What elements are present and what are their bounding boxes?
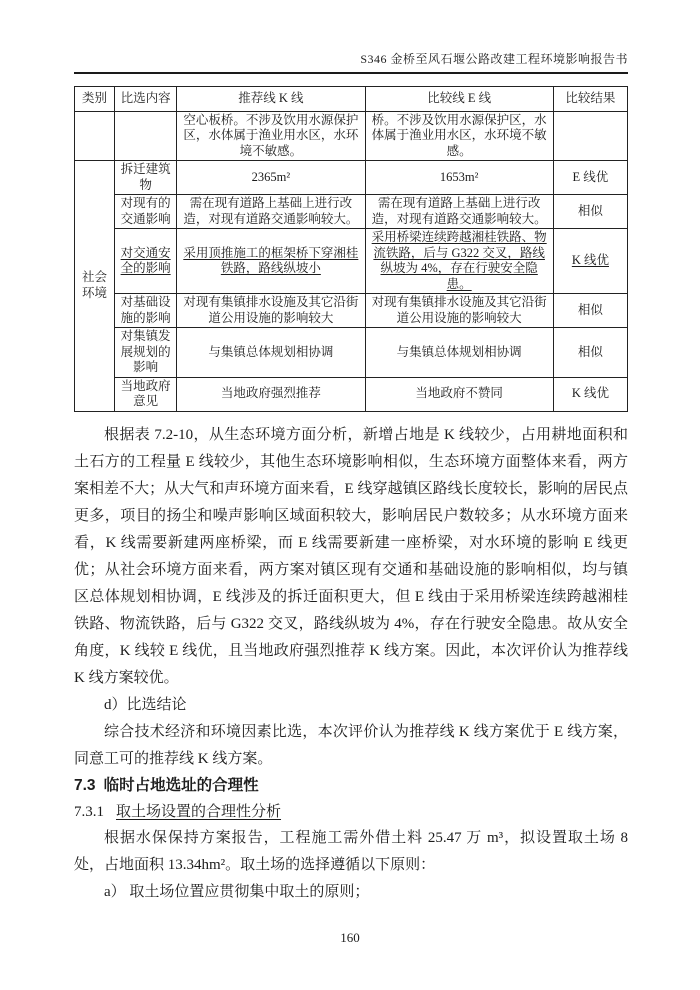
result-cell: E 线优 <box>553 161 627 195</box>
header-e-line: 比较线 E 线 <box>365 87 553 112</box>
section-heading-7-3-1 <box>74 799 628 825</box>
k-line-cell: 对现有集镇排水设施及其它沿街道公用设施的影响较大 <box>177 294 365 328</box>
paragraph-borrow-soil: 根据水保保持方案报告，工程施工需外借土料 25.47 万 m³，拟设置取土场 8 处，占地面积 13.34hm²。取土场的选择遵循以下原则： <box>74 829 628 873</box>
list-item-a: a） 取土场位置应贯彻集中取土的原则； <box>104 883 370 900</box>
k-line-cell: 采用顶推施工的框架桥下穿湘桂铁路，路线纵坡小 <box>177 229 365 294</box>
table-row <box>75 111 628 161</box>
item-cell: 对基础设施的影响 <box>115 294 177 328</box>
result-cell: K 线优 <box>553 229 627 294</box>
table-header-row <box>75 87 628 112</box>
e-line-cell: 当地政府不赞同 <box>365 377 553 411</box>
k-line-cell: 2365m² <box>177 161 365 195</box>
e-line-cell: 采用桥梁连续跨越湘桂铁路、物流铁路，后与 G322 交叉，路线纵坡为 4%，存在行驶安全隐患。 <box>365 229 553 294</box>
result-cell: 相似 <box>553 294 627 328</box>
header-item: 比选内容 <box>115 87 177 112</box>
k-line-cell: 与集镇总体规划相协调 <box>177 328 365 378</box>
item-cell: 当地政府意见 <box>115 377 177 411</box>
page-header-title: S346 金桥至风石堰公路改建工程环境影响报告书 <box>74 50 628 74</box>
table-row <box>75 294 628 328</box>
e-line-cell: 1653m² <box>365 161 553 195</box>
subsection-number: 7.3.1 <box>74 803 104 820</box>
header-result: 比较结果 <box>553 87 627 112</box>
e-line-cell: 对现有集镇排水设施及其它沿街道公用设施的影响较大 <box>365 294 553 328</box>
body-text <box>74 422 628 906</box>
e-line-cell: 与集镇总体规划相协调 <box>365 328 553 378</box>
item-cell: 对现有的交通影响 <box>115 195 177 229</box>
item-cell: 对交通安全的影响 <box>115 229 177 294</box>
table-row <box>75 229 628 294</box>
k-line-cell: 空心板桥。不涉及饮用水源保护区，水体属于渔业用水区，水环境不敏感。 <box>177 111 365 161</box>
section-number: 7.3 <box>74 776 96 794</box>
header-category: 类别 <box>75 87 115 112</box>
result-cell: 相似 <box>553 195 627 229</box>
category-cell: 社会环境 <box>75 161 115 412</box>
item-cell: 拆迁建筑物 <box>115 161 177 195</box>
header-k-line: 推荐线 K 线 <box>177 87 365 112</box>
section-heading-7-3 <box>74 773 628 799</box>
page-content <box>74 86 628 906</box>
list-item-d: d）比选结论 <box>104 696 187 713</box>
page-number: 160 <box>340 930 360 945</box>
paragraph-analysis: 根据表 7.2-10，从生态环境方面分析，新增占地是 K 线较少，占用耕地面积和土石方的工程量 E 线较少，其他生态环境影响相似，生态环境方面整体来看，两方案相差不大；从大气和声环境方面来看，E 线穿越镇区路线长度较长，影响的居民点更多，项目的扬尘和噪声影响区域面积较大，影响居民户数较多；从水环境方面来看，K 线需要新建两座桥梁，而 E 线需要新建一座桥梁，对水环境的影响 E 线更优；从社会环境方面来看，两方案对镇区现有交通和基础设施的影响相似，均与镇区总体规划相协调，E 线涉及的拆迁面积更大，但 E 线由于采用桥梁连续跨越湘桂铁路、物流铁路，后与 G322 交叉，路线纵坡为 4%，存在行驶安全隐患。故从安全角度，K 线较 E 线优，且当地政府强烈推荐 K 线方案。因此，本次评价认为推荐线 K 线方案较优。 <box>74 426 628 686</box>
k-line-cell: 当地政府强烈推荐 <box>177 377 365 411</box>
e-line-cell: 桥。不涉及饮用水源保护区，水体属于渔业用水区，水环境不敏感。 <box>365 111 553 161</box>
e-line-cell: 需在现有道路上基础上进行改造，对现有道路交通影响较大。 <box>365 195 553 229</box>
table-row <box>75 195 628 229</box>
item-cell <box>115 111 177 161</box>
result-cell: 相似 <box>553 328 627 378</box>
result-cell: K 线优 <box>553 377 627 411</box>
category-cell <box>75 111 115 161</box>
item-cell: 对集镇发展规划的影响 <box>115 328 177 378</box>
subsection-title: 取土场设置的合理性分析 <box>116 803 282 820</box>
table-row <box>75 161 628 195</box>
k-line-cell: 需在现有道路上基础上进行改造，对现有道路交通影响较大。 <box>177 195 365 229</box>
table-row <box>75 328 628 378</box>
comparison-table <box>74 86 628 412</box>
table-row <box>75 377 628 411</box>
section-title: 临时占地选址的合理性 <box>103 776 259 794</box>
paragraph-conclusion: 综合技术经济和环境因素比选，本次评价认为推荐线 K 线方案优于 E 线方案，同意工可的推荐线 K 线方案。 <box>74 723 628 767</box>
result-cell <box>553 111 627 161</box>
comparison-table-body <box>75 111 628 411</box>
